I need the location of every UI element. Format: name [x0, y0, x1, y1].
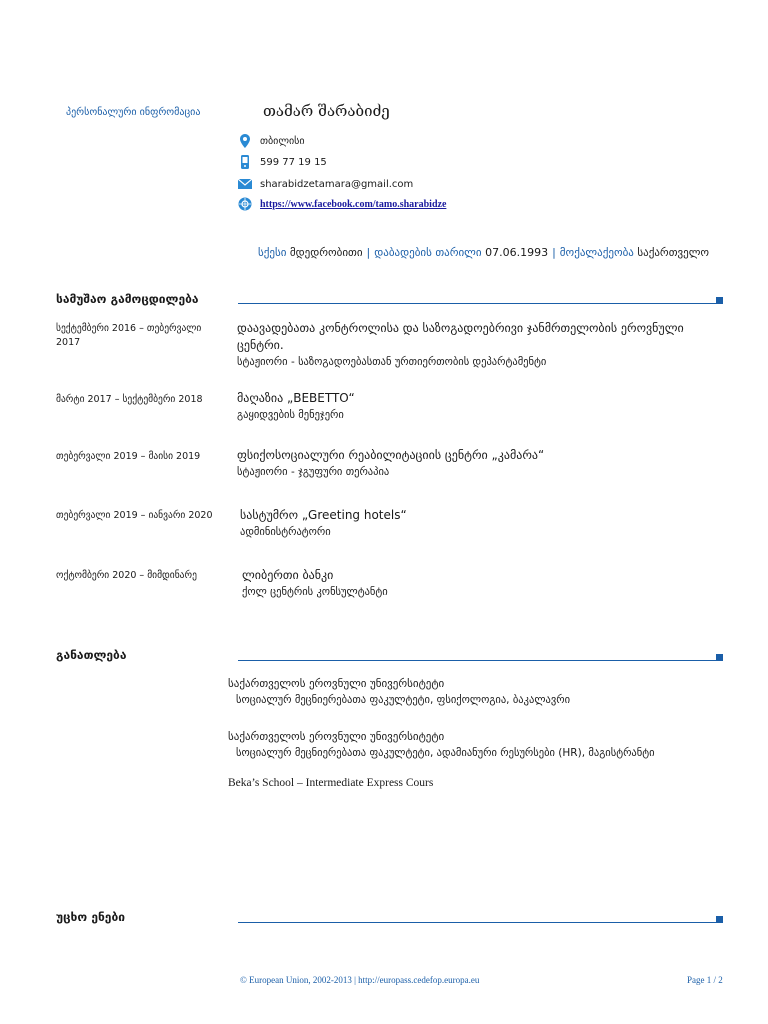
envelope-icon: [238, 177, 252, 191]
experience-subtitle: ადმინისტრატორი: [240, 526, 331, 538]
website-link[interactable]: https://www.facebook.com/tamo.sharabidze: [260, 198, 447, 210]
location-text: თბილისი: [260, 135, 305, 147]
location-pin-icon: [238, 134, 252, 148]
footer-page-number: Page 1 / 2: [687, 975, 723, 985]
experience-entry: [237, 320, 727, 371]
experience-divider-marker: [716, 297, 723, 304]
contact-website: [238, 196, 446, 212]
email-text[interactable]: sharabidzetamara@gmail.com: [260, 178, 414, 190]
dob-value: 07.06.1993: [485, 246, 549, 259]
education-entry: [228, 729, 655, 761]
footer-copyright: © European Union, 2002-2013 | http://europass.cedefop.europa.eu: [240, 975, 480, 985]
education-subtitle: სოციალურ მეცნიერებათა ფაკულტეტი, ფსიქოლოგია, ბაკალავრი: [236, 694, 571, 706]
experience-date: სექტემბერი 2016 – თებერვალი 2017: [56, 323, 202, 348]
education-entry: [228, 676, 570, 708]
experience-date: თებერვალი 2019 – მაისი 2019: [56, 451, 201, 462]
languages-divider: [238, 922, 716, 923]
phone-text: 599 77 19 15: [260, 156, 327, 168]
experience-title: ლიბერთი ბანკი: [242, 568, 334, 582]
education-entry-language-school: Beka’s School – Intermediate Express Cours: [228, 777, 434, 789]
personal-info-label: პერსონალური ინფრომაცია: [66, 107, 201, 118]
contact-location: [238, 133, 305, 149]
languages-section-title: უცხო ენები: [56, 910, 125, 924]
globe-icon: [238, 197, 252, 211]
education-section-title: განათლება: [56, 648, 127, 662]
experience-title: ფსიქოსოციალური რეაბილიტაციის ცენტრი „კამარა“: [237, 448, 545, 462]
experience-date: მარტი 2017 – სექტემბერი 2018: [56, 394, 203, 405]
education-divider-marker: [716, 654, 723, 661]
person-name: თამარ შარაბიძე: [263, 102, 390, 120]
personal-details: სქესი მდედრობითი | დაბადების თარილი 07.06.1993 | მოქალაქეობა საქართველო: [258, 246, 710, 259]
experience-date: ოქტომბერი 2020 – მიმდინარე: [56, 570, 197, 581]
dob-label: დაბადების თარილი: [374, 246, 482, 259]
education-title: საქართველოს ეროვნული უნივერსიტეტი: [228, 730, 445, 743]
contact-phone: [238, 154, 327, 170]
experience-subtitle: ქოლ ცენტრის კონსულტანტი: [242, 586, 388, 598]
contact-email: [238, 176, 413, 192]
experience-section-title: სამუშაო გამოცდილება: [56, 292, 199, 306]
experience-date: თებერვალი 2019 – იანვარი 2020: [56, 510, 213, 521]
experience-title: სასტუმრო „Greeting hotels“: [240, 508, 407, 522]
experience-entry: [237, 390, 355, 424]
education-divider: [238, 660, 716, 661]
experience-subtitle: სტაჟიორი - ჯგუფური თერაპია: [237, 466, 390, 478]
experience-entry: [240, 507, 407, 541]
experience-title: მაღაზია „BEBETTO“: [237, 391, 355, 405]
phone-icon: [238, 155, 252, 169]
nationality-value: საქართველო: [637, 246, 710, 259]
experience-divider: [238, 303, 716, 304]
sex-label: სქესი: [258, 246, 287, 259]
nationality-label: მოქალაქეობა: [559, 246, 634, 259]
sex-value: მდედრობითი: [289, 246, 363, 259]
experience-subtitle: სტაჟიორი - საზოგადოებასთან ურთიერთობის დეპარტამენტი: [237, 356, 547, 368]
experience-entry: [242, 567, 388, 601]
experience-title: დაავადებათა კონტროლისა და საზოგადოებრივი ჯანმრთელობის ეროვნული ცენტრი.: [237, 321, 684, 352]
experience-entry: [237, 447, 544, 481]
languages-divider-marker: [716, 916, 723, 923]
education-subtitle: სოციალურ მეცნიერებათა ფაკულტეტი, ადამიანური რესურსები (HR), მაგისტრანტი: [236, 747, 655, 759]
experience-subtitle: გაყიდვების მენეჯერი: [237, 409, 344, 421]
education-title: საქართველოს ეროვნული უნივერსიტეტი: [228, 677, 445, 690]
